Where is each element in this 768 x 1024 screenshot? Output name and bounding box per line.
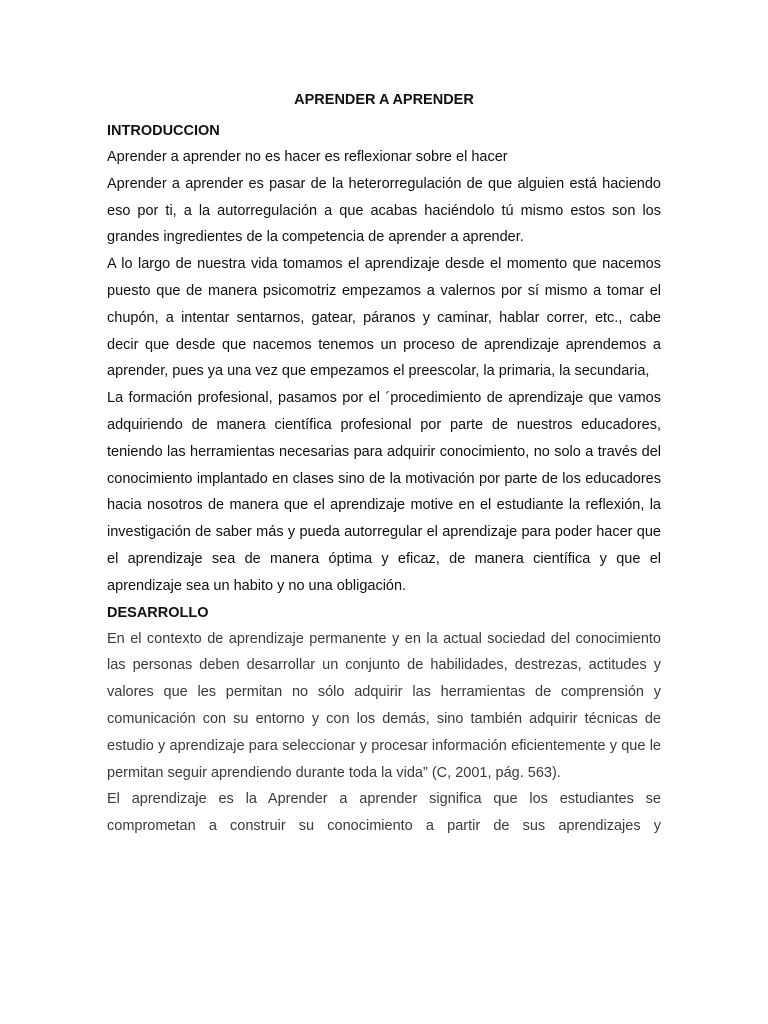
development-paragraph-1: En el contexto de aprendizaje permanente y en la actual sociedad del conocimiento las personas deben desarrollar un conjunto de habilidades, destrezas, actitudes y valores que les permitan no sólo adquirir las herramientas de comprensión y comunicación con su entorno y con los demás, sino también adquirir técnicas de estudio y aprendizaje para seleccionar y procesar información eficientemente y que le permitan seguir aprendiendo durante toda la vida” (C, 2001, pág. 563). <box>107 630 661 781</box>
intro-heading: INTRODUCCION <box>107 123 220 139</box>
intro-paragraph-2: Aprender a aprender es pasar de la heterorregulación de que alguien está haciendo eso por ti, a la autorregulación a que acabas haciéndolo tú mismo estos son los grandes ingredientes de la competencia de aprender a aprender. <box>107 175 661 246</box>
development-paragraph-2: El aprendizaje es la Aprender a aprender significa que los estudiantes se comprometan a construir su conocimiento a partir de sus aprendizajes y <box>107 791 661 835</box>
intro-paragraph-1: Aprender a aprender no es hacer es reflexionar sobre el hacer <box>107 149 508 165</box>
intro-paragraph-4: La formación profesional, pasamos por el ´procedimiento de aprendizaje que vamos adquiriendo de manera científica profesional por parte de nuestros educadores, teniendo las herramientas necesarias para adquirir conocimiento, no solo a través del conocimiento implantado en clases sino de la motivación por parte de los educadores hacia nosotros de manera que el aprendizaje motive en el estudiante la reflexión, la investigación de saber más y pueda autorregular el aprendizaje para poder hacer que el aprendizaje sea de manera óptima y eficaz, de manera científica y que el aprendizaje sea un habito y no una obligación. <box>107 390 661 594</box>
intro-paragraph-3: A lo largo de nuestra vida tomamos el aprendizaje desde el momento que nacemos puesto que de manera psicomotriz empezamos a valernos por sí mismo a tomar el chupón, a intentar sentarnos, gatear, páranos y caminar, hablar correr, etc., cabe decir que desde que nacemos tenemos un proceso de aprendizaje aprendemos a aprender, pues ya una vez que empezamos el preescolar, la primaria, la secundaria, <box>107 256 661 380</box>
document-title: APRENDER A APRENDER <box>294 92 474 108</box>
development-heading: DESARROLLO <box>107 604 209 621</box>
